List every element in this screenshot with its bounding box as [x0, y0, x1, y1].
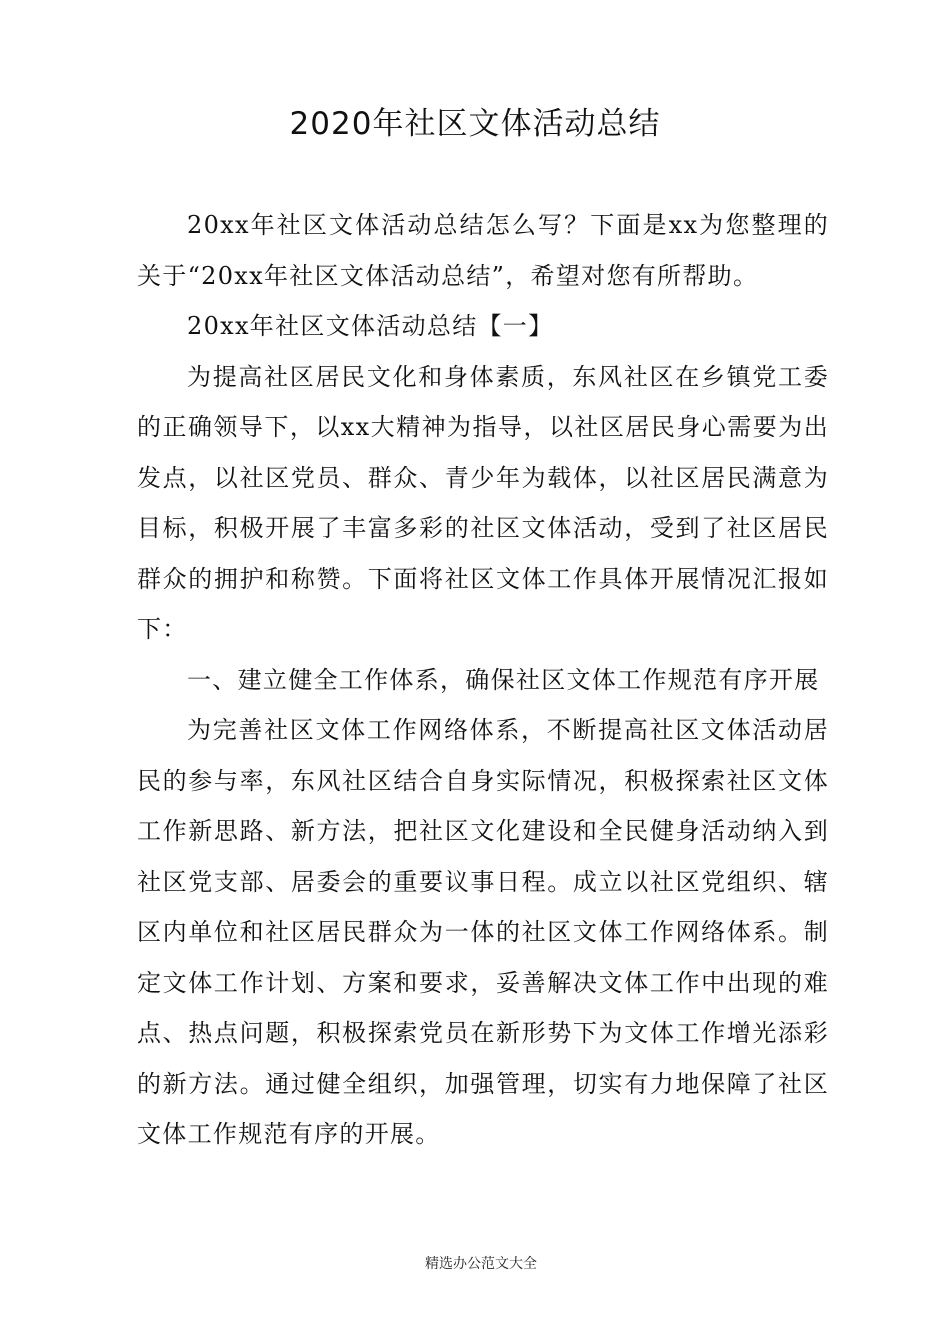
intro-paragraph: 20xx年社区文体活动总结怎么写？下面是xx为您整理的关于“20xx年社区文体活动总结”，希望对您有所帮助。: [137, 211, 829, 290]
body-paragraph-overview: 为提高社区居民文化和身体素质，东风社区在乡镇党工委的正确领导下，以xx大精神为指导，以社区居民身心需要为出发点，以社区党员、群众、青少年为载体，以社区居民满意为目标，积极开展了丰富多彩的社区文体活动，受到了社区居民群众的拥护和称赞。下面将社区文体工作具体开展情况汇报如下：: [137, 362, 829, 643]
page-footer: 精选办公范文大全: [425, 1256, 537, 1272]
section-heading-one: 20xx年社区文体活动总结【一】: [187, 312, 554, 340]
document-body: [137, 200, 829, 1160]
subheading-work-system: 一、建立健全工作体系，确保社区文体工作规范有序开展: [187, 665, 820, 694]
body-paragraph-work-system: 为完善社区文体工作网络体系，不断提高社区文体活动居民的参与率，东风社区结合自身实际情况，积极探索社区文体工作新思路、新方法，把社区文化建设和全民健身活动纳入到社区党支部、居委会的重要议事日程。成立以社区党组织、辖区内单位和社区居民群众为一体的社区文体工作网络体系。制定文体工作计划、方案和要求，妥善解决文体工作中出现的难点、热点问题，积极探索党员在新形势下为文体工作增光添彩的新方法。通过健全组织，加强管理，切实有力地保障了社区文体工作规范有序的开展。: [137, 716, 829, 1148]
document-title: 2020年社区文体活动总结: [289, 106, 661, 142]
